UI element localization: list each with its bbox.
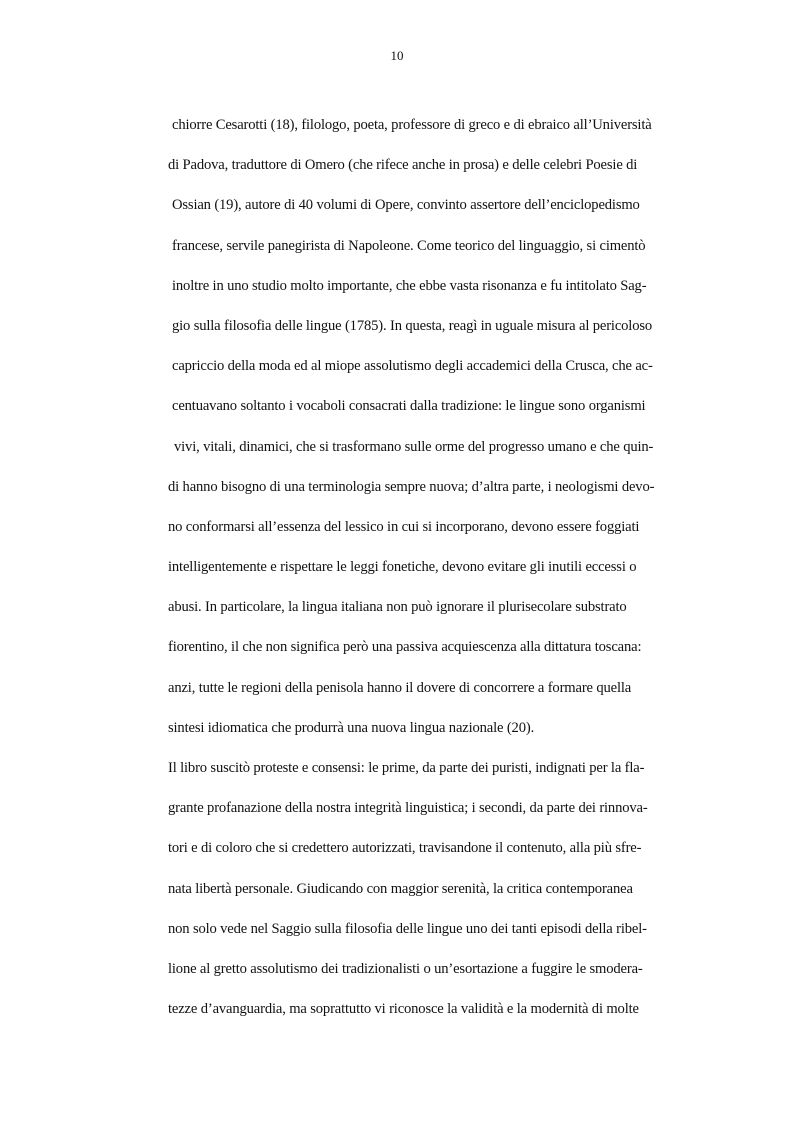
text-line: inoltre in uno studio molto importante, che ebbe vasta risonanza e fu intitolato Sag- [172,277,647,294]
body-text [168,108,698,1032]
text-line: Ossian (19), autore di 40 volumi di Opere, convinto assertore dell’enciclopedismo [172,197,640,214]
text-line: lione al gretto assolutismo dei tradizionalisti o un’esortazione a fuggire le smodera- [168,960,643,977]
text-line: francese, servile panegirista di Napoleone. Come teorico del linguaggio, si cimentò [172,237,646,254]
text-line: centuavano soltanto i vocaboli consacrati dalla tradizione: le lingue sono organismi [172,398,646,415]
text-line: nata libertà personale. Giudicando con maggior serenità, la critica contemporanea [168,880,633,897]
text-line: fiorentino, il che non significa però una passiva acquiescenza alla dittatura toscana: [168,639,642,656]
text-line: anzi, tutte le regioni della penisola hanno il dovere di concorrere a formare quella [168,679,632,696]
text-line: tezze d’avanguardia, ma soprattutto vi riconosce la validità e la modernità di molte [168,1001,639,1018]
text-line: capriccio della moda ed al miope assolutismo degli accademici della Crusca, che ac- [172,358,653,375]
text-line: tori e di coloro che si credettero autorizzati, travisandone il contenuto, alla più sfre- [168,840,642,857]
text-line: vivi, vitali, dinamici, che si trasformano sulle orme del progresso umano e che quin- [174,438,654,455]
text-line: no conformarsi all’essenza del lessico in cui si incorporano, devono essere foggiati [168,518,640,535]
text-line: non solo vede nel Saggio sulla filosofia delle lingue uno dei tanti episodi della ribel- [168,920,647,937]
text-line: Il libro suscitò proteste e consensi: le prime, da parte dei puristi, indignati per la fla- [168,760,645,776]
text-line: sintesi idiomatica che produrrà una nuova lingua nazionale (20). [168,719,535,736]
text-line: gio sulla filosofia delle lingue (1785). In questa, reagì in uguale misura al pericoloso [172,317,653,334]
text-line: intelligentemente e rispettare le leggi fonetiche, devono evitare gli inutili eccessi o [168,559,637,576]
text-line: grante profanazione della nostra integrità linguistica; i secondi, da parte dei rinnova- [168,800,648,817]
text-line: chiorre Cesarotti (18), filologo, poeta, professore di greco e di ebraico all’Università [172,117,652,133]
text-line: di hanno bisogno di una terminologia sempre nuova; d’altra parte, i neologismi devo- [168,478,655,495]
text-line: di Padova, traduttore di Omero (che rifece anche in prosa) e delle celebri Poesie di [168,157,638,174]
text-line: abusi. In particolare, la lingua italiana non può ignorare il plurisecolare substrato [168,599,627,616]
page-number: 10 [390,48,404,63]
